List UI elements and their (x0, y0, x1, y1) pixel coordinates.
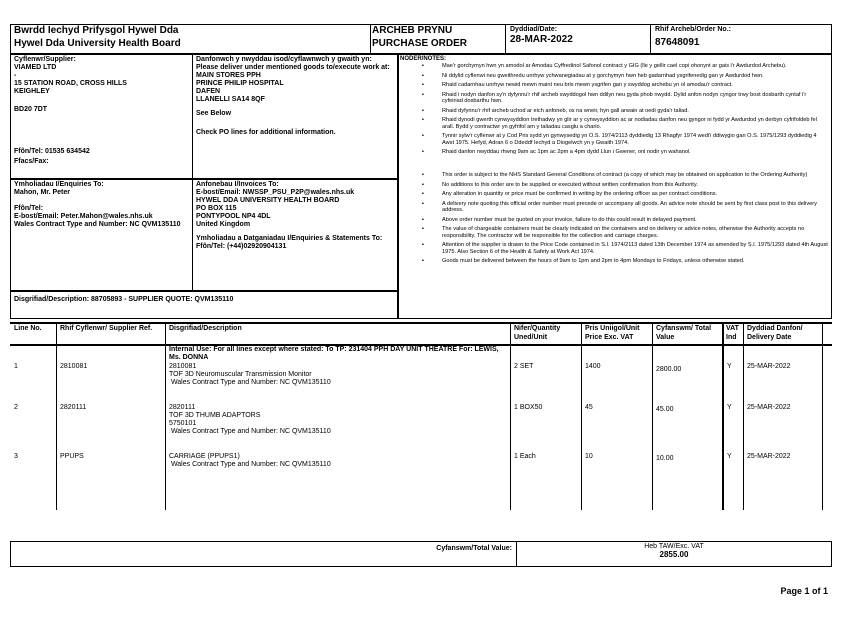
desc-line: TOF 3D THUMB ADAPTORS (169, 412, 261, 419)
delivery-block (196, 56, 391, 137)
invoices-email[interactable]: E-bost/Email: NWSSP_PSU_P2P@wales.nhs.uk (196, 189, 355, 196)
desc-line: 2810081 (169, 363, 197, 370)
invoices-line: PONTYPOOL NP4 4DL (196, 213, 271, 220)
note-item: ▪ Rhaid dyfynnu'r rhif archeb uchod ar eich anfoneb, os na wneir, hyn gall arwain at oedi gyda'r taliad. (400, 108, 828, 115)
supplier-ref: PPUPS (60, 453, 84, 460)
col-quantity: Nifer/Quantity Uned/Unit (514, 325, 561, 341)
notes-welsh (400, 63, 828, 159)
enquiries-contract: Wales Contract Type and Number: NC QVM135110 (14, 221, 181, 228)
quantity: 1 Each (514, 453, 536, 460)
enquiries-label: Ymholiadau I/Enquiries To: (14, 181, 104, 188)
unit-price: 1400 (585, 363, 601, 370)
delivery-date: 25-MAR-2022 (747, 404, 791, 411)
note-item: ▪ Mae'r gorchymyn hwn yn amodol ar Amodau Cyffredinol Safonol contract y GIG (lle y gellir cael copi ohonynt ar gais i'r Awdurdod Archebu). (400, 63, 828, 70)
total-value: 2800.00 (656, 366, 682, 373)
desc-line: 5750101 (169, 420, 197, 427)
note-item: ▪ Goods must be delivered between the hours of 9am to 1pm and 2pm to 4pm Mondays to Fridays, unless otherwise stated. (400, 258, 828, 265)
org-name-welsh: Bwrdd Iechyd Prifysgol Hywel Dda (14, 25, 179, 36)
desc-line: TOF 3D Neuromuscular Transmission Monitor (169, 371, 312, 378)
org-name-english: Hywel Dda University Health Board (14, 38, 181, 49)
note-item: ▪ Attention of the supplier is drawn to the Price Code contained in S.I. 1974/2113 dated 13th December 1974 as amended by S.I. 1975/1293 dated 4th August 1975. Also Section 6 of the Health & Safety at Work Act 1974. (400, 242, 828, 255)
quantity: 1 BOX50 (514, 404, 543, 411)
note-item: ▪ Any alteration in quantity or price must be confirmed in writing by the ordering officer as per contract conditions. (400, 191, 828, 198)
vat-ind: Y (727, 453, 732, 460)
supplier-block (14, 56, 189, 166)
total-value-label: Cyfanswm/Total Value: (436, 545, 512, 552)
note-item: ▪ This order is subject to the NHS Standard General Conditions of contract (a copy of which may be obtained on application to the Ordering Authority) (400, 172, 828, 179)
col-unit-price: Pris Uniigol/Unit Price Exc. VAT (585, 325, 640, 341)
enquiries-tel: Ffôn/Tel: (14, 205, 44, 212)
supplier-address2: KEIGHLEY (14, 88, 50, 95)
invoices-block (196, 181, 394, 251)
delivery-line: LLANELLI SA14 8QF (196, 96, 265, 103)
note-item: ▪ Above order number must be quoted on your invoice, failure to do this could result in delayed payment. (400, 217, 828, 224)
grand-total: 2855.00 (659, 550, 689, 559)
supplier-address1: 15 STATION ROAD, CROSS HILLS (14, 80, 127, 87)
description (169, 404, 331, 436)
page-number: Page 1 of 1 (780, 586, 828, 596)
notes-label: NODER/NOTES: (400, 56, 447, 62)
vat-ind: Y (727, 363, 732, 370)
note-item: ▪ Rhaid danfon nwyddau rhwng 9am ac 1pm ac 2pm a 4pm dydd Llun i Gwener, oni nodir yn wahanol. (400, 149, 828, 156)
line-no: 1 (14, 363, 18, 370)
delivery-line: DAFEN (196, 88, 221, 95)
col-line-no: Line No. (14, 325, 42, 332)
col-description: Disgrifiad/Description (169, 325, 242, 332)
total-exc-vat (517, 543, 831, 559)
supplier-name: VIAMED LTD (14, 64, 57, 71)
order-no-label: Rhif Archeb/Order No.: (655, 26, 731, 33)
order-number: 87648091 (655, 37, 700, 48)
col-total: Cyfanswm/ Total Value (656, 325, 712, 341)
check-po-lines: Check PO lines for additional information. (196, 129, 336, 136)
po-description: Disgrifiad/Description: 88705893 - SUPPLIER QUOTE: QVM135110 (14, 296, 234, 303)
supplier-postcode: BD20 7DT (14, 106, 48, 113)
col-supplier-ref: Rhif Cyflenwr/ Supplier Ref. (60, 325, 153, 332)
delivery-date: 25-MAR-2022 (747, 363, 791, 370)
note-item: ▪ Tynnir sylw'r cyflenwr at y Cod Pris sydd yn gynwysedig yn O.S. 1974/2113 dyddiedig 13 Rhagfyr 1974 wedi'i ddiwygio gan O.S. 1975/1293 dyddiedig 4 Awst 1975. Hefyd, Adran 6 o Ddeddf Iechyd a Diogelwch yn y Gwaith 1974. (400, 133, 828, 146)
total-value: 45.00 (656, 406, 674, 413)
note-item: ▪ Rhaid cadarnhau unrhyw newid mewn maint neu bris mewn ysgrifen gan y swyddog archebu yn ol amodau'r contract. (400, 82, 828, 89)
description (169, 453, 331, 469)
doc-title-english: PURCHASE ORDER (372, 38, 468, 49)
desc-line: Wales Contract Type and Number: NC QVM135110 (169, 428, 331, 435)
line-no: 2 (14, 404, 18, 411)
statements-label: Ymholiadau a Datganiadau I/Enquiries & Statements To: (196, 235, 383, 242)
see-below: See Below (196, 110, 232, 117)
note-item: ▪ Rhaid i nodyn danfon sy'n dyfynnu'r rhif archeb swyddogol hwn ddilyn neu gyda phob nwydd. Dylid anfon nodyn cyngor trwy bost dosbarth cyntaf i'r cyfeiriad dosbarthu hwn. (400, 92, 828, 105)
description (169, 363, 331, 387)
enquiries-block (14, 181, 189, 229)
note-item: ▪ A delivery note quoting this official order number must precede or accompany all goods. An advice note should be sent by first class post to this delivery address. (400, 201, 828, 214)
quantity: 2 SET (514, 363, 534, 370)
note-item: ▪ Ni ddylid cyflenwi neu gweithredu unrhyw ychwanegiadau at y gorchymyn hwn heb gadarnhad ysgrifenedig gan yr Awdurdod hwn. (400, 73, 828, 80)
internal-use-note: Internal Use: For all lines except where stated: To TP: 231404 PPH DAY UNIT THEATRE For: LEWIS, Ms. DONNA (169, 346, 499, 361)
line-no: 3 (14, 453, 18, 460)
desc-line: 2820111 (169, 404, 196, 411)
delivery-date: 25-MAR-2022 (747, 453, 791, 460)
note-item: ▪ No additions to this order are to be supplied or executed without written confirmation from this Authority. (400, 182, 828, 189)
invoices-line: PO BOX 115 (196, 205, 237, 212)
invoices-line: United Kingdom (196, 221, 251, 228)
supplier-ref: 2820111 (60, 404, 87, 411)
delivery-line: MAIN STORES PPH (196, 72, 261, 79)
enquiries-name: Mahon, Mr. Peter (14, 189, 71, 196)
col-delivery-date: Dyddiad Danfon/ Delivery Date (747, 325, 803, 341)
unit-price: 45 (585, 404, 593, 411)
desc-line: CARRIAGE (PPUPS1) (169, 453, 240, 460)
exc-vat-label: Heb TAW/Exc. VAT (644, 543, 704, 550)
desc-line: Wales Contract Type and Number: NC QVM135110 (169, 461, 331, 468)
order-date: 28-MAR-2022 (510, 34, 573, 45)
delivery-label: Danfonwch y nwyddau isod/cyflawnwch y gwaith yn: Please deliver under mentioned goods to/execute work at: (196, 56, 390, 71)
supplier-tel: Ffôn/Tel: 01535 634542 (14, 148, 90, 155)
desc-line: Wales Contract Type and Number: NC QVM135110 (169, 379, 331, 386)
unit-price: 10 (585, 453, 593, 460)
doc-title-welsh: ARCHEB PRYNU (372, 25, 453, 36)
enquiries-email[interactable]: E-bost/Email: Peter.Mahon@wales.nhs.uk (14, 213, 153, 220)
note-item: ▪ The value of chargeable containers must be clearly indicated on the containers and on delivery or advice notes, otherwise the Authority accepts no responsibility. The contractor will be responsible for the collection and carriage charges. (400, 226, 828, 239)
vat-ind: Y (727, 404, 732, 411)
supplier-fax: Ffacs/Fax: (14, 158, 49, 165)
date-label: Dyddiad/Date: (510, 26, 558, 33)
supplier-label: Cyflenwr/Supplier: (14, 56, 76, 63)
notes-english (400, 172, 828, 268)
col-vat: VAT Ind (726, 325, 739, 341)
supplier-dash: - (14, 72, 17, 79)
invoices-label: Anfonebau I/Invoices To: (196, 181, 279, 188)
note-item: ▪ Rhaid dynodi gwerth cynwysyddion trethadwy yn glir ar y cynwysyddion ac ar nodiadau danfon neu gyngor ni fydd yr Awdurdod yn derbyn cyfrifoldeb fel arall. Bydd y contractwr yn gyfrifol am y taliadau casglu a chario. (400, 117, 828, 130)
total-value: 10.00 (656, 455, 674, 462)
delivery-line: PRINCE PHILIP HOSPITAL (196, 80, 284, 87)
supplier-ref: 2810081 (60, 363, 88, 370)
invoices-line: HYWEL DDA UNIVERSITY HEALTH BOARD (196, 197, 340, 204)
statements-tel: Ffôn/Tel: (+44)02920904131 (196, 243, 287, 250)
